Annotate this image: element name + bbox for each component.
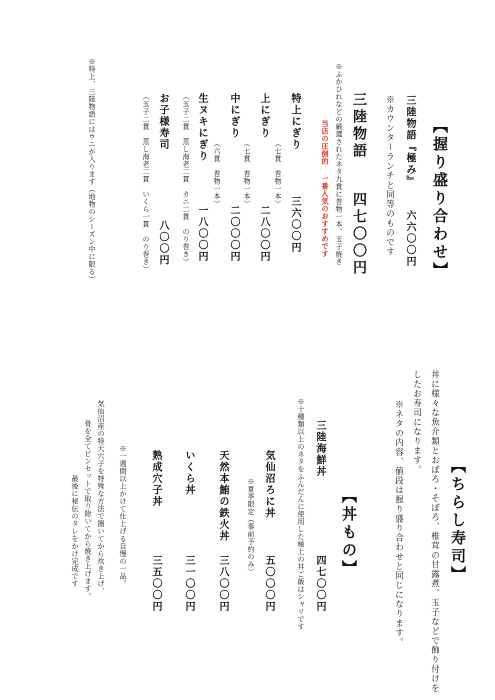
kaisen-price: 四七〇〇円 — [314, 555, 325, 613]
naka-detail: （六貫 巻物一本） — [213, 140, 221, 208]
tokujo-price: 三六〇〇円 — [289, 196, 300, 254]
kiwami-label: 三陸物語『極み』 — [404, 95, 415, 187]
anago-note-3: 骨を全てピンセットで取り除いてから焼き上げます。 — [84, 420, 92, 600]
donburi-heading: 【丼もの】 — [340, 488, 358, 578]
jo-price: 二八〇〇円 — [258, 205, 269, 263]
naka-price: 二〇〇〇円 — [228, 205, 239, 263]
kaisen-label: 三陸海鮮丼 — [314, 420, 325, 478]
anago-note-4: 最後に秘伝のタレをかけ完成です — [71, 475, 79, 588]
ikura-price: 三一〇〇円 — [183, 555, 194, 613]
sanriku-price: 四七〇〇円 — [351, 192, 367, 277]
namanuki-label: 生ヌキにぎり — [196, 93, 207, 162]
ikura-label: いくら丼 — [183, 450, 194, 496]
namanuki-price: 一八〇〇円 — [196, 205, 207, 263]
sanriku-note: ※ふかひれなどの厳選されたネタ九貫に巻物一本、玉子焼き — [335, 63, 343, 266]
sanriku-recommend-1: 当店の圧倒的 — [321, 120, 330, 165]
jo-label: 上にぎり — [258, 93, 269, 139]
kiwami-price: 六六〇〇円 — [404, 210, 415, 268]
nigiri-heading: 【握り盛り合わせ】 — [431, 118, 449, 280]
anago-price: 三五〇〇円 — [150, 555, 161, 613]
chirashi-line-3: ※ネタの内容、値段は握り盛り合わせと同じになります。 — [393, 400, 404, 647]
tokujo-detail: （七貫 巻物一本） — [274, 140, 282, 208]
chirashi-line-1: 丼に様々な魚介類とおぼろ・そぼろ、椎茸の甘露煮、玉子などで飾り付けを — [429, 370, 440, 693]
jo-detail: （七貫 巻物一本） — [243, 140, 251, 208]
sanriku-label: 三陸物語 — [351, 92, 367, 160]
tokujo-label: 特上にぎり — [289, 93, 300, 151]
anago-note-1: ※一週間以上かけて仕上げる自慢の一品。 — [119, 445, 127, 588]
kids-price: 八〇〇円 — [157, 220, 168, 266]
namanuki-detail: （玉子二貫 蒸し海老二貫 カニ二貫 のり巻き） — [182, 93, 190, 266]
sanriku-recommend-2: 一番人気のおすすめです — [321, 175, 330, 258]
maguro-price: 三八〇〇円 — [217, 555, 228, 613]
kiwami-note: ※カウンターランチと同等のものです — [384, 95, 395, 257]
kids-label: お子様寿司 — [157, 93, 168, 151]
chirashi-line-2: したお寿司になります。 — [411, 370, 422, 475]
anago-label: 熟成穴子丼 — [150, 450, 161, 508]
kaisen-note: ※十種類以上のネタをふんだんに使用した極上の丼ご飯はシャリです — [297, 398, 305, 631]
maguro-label: 天然本鮪の鉄火丼 — [217, 450, 228, 542]
kids-detail: （玉子二貫 蒸し海老二貫 いくら一貫 のり巻き） — [142, 93, 150, 273]
naka-label: 中にぎり — [228, 93, 239, 139]
kesennuma-price: 五〇〇〇円 — [263, 555, 274, 613]
anago-note-2: 気仙沼産の特大穴子を特殊な方法で捌いてから炊き上げ、 — [97, 400, 105, 595]
kesennuma-note: ※夏季限定（事前予約のみ） — [247, 478, 255, 576]
chirashi-heading: 【ちらし寿司】 — [449, 458, 467, 584]
nigiri-footnote: ※特上、三陸物語にはウニが入ります（地物のシーズン中に限る） — [88, 58, 96, 283]
kesennuma-label: 気仙沼ろに丼 — [263, 450, 274, 519]
